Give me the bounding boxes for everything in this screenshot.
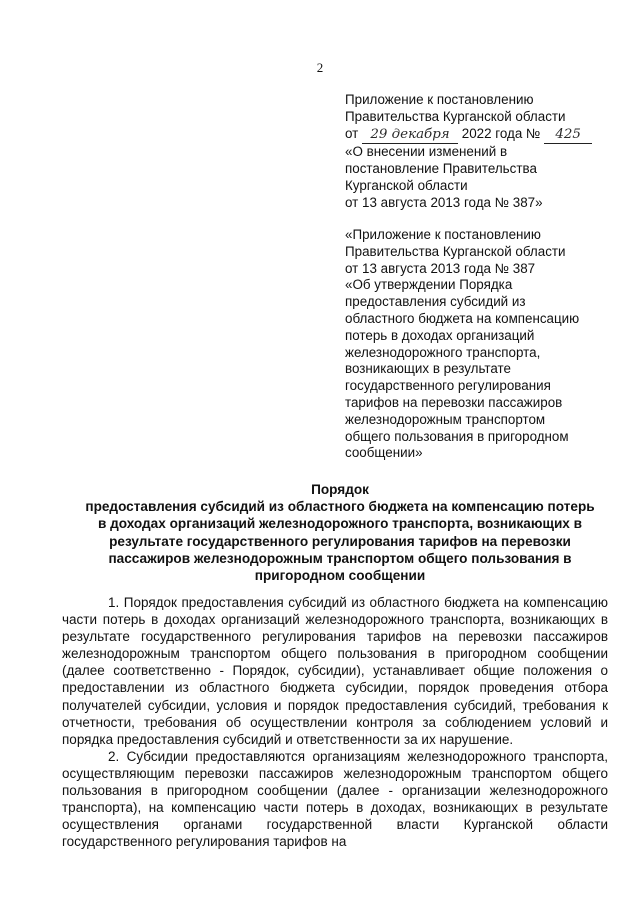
paragraph-2: 2. Субсидии предоставляются организациям железнодорожного транспорта, осуществляющим перевозки пассажиров железнодорожным транспортом общего пользования в пригородном сообщении (далее - организации железнодорожного транспорта), на компенсацию части потерь в доходах, возникающих в результате осуществления органами государственной власти Курганской области государственного регулирования тарифов на — [62, 748, 608, 850]
heading-subtitle-line: результате государственного регулирования тарифов на перевозки — [109, 533, 571, 549]
appendix-line: тарифов на перевозки пассажиров — [345, 394, 563, 410]
heading-subtitle-line: предоставления субсидий из областного бюджета на компенсацию потерь — [85, 499, 595, 515]
appendix-line: Курганской области — [345, 177, 468, 193]
appendix-date-line — [345, 126, 615, 145]
date-year: 2022 года № — [461, 125, 541, 141]
handwritten-date: 29 декабря — [362, 127, 458, 145]
heading-subtitle-line: пассажиров железнодорожным транспортом общего пользования в — [108, 550, 572, 566]
handwritten-number: 425 — [544, 127, 592, 145]
appendix-line: потерь в доходах организаций — [345, 327, 535, 343]
document-body — [62, 594, 608, 850]
paragraph-1: 1. Порядок предоставления субсидий из областного бюджета на компенсацию части потерь в доходах организаций железнодорожного транспорта, возникающих в результате государственного регулирования тарифов на перевозки пассажиров железнодорожным транспортом общего пользования в пригородном сообщении (далее соответственно - Порядок, субсидии), устанавливает общие положения о предоставлении из областного бюджета субсидии, порядок проведения отбора получателей субсидии, условия и порядок предоставления субсидий, требования к отчетности, требования об осуществлении контроля за соблюдением условий и порядка предоставления субсидий и ответственности за их нарушение. — [62, 595, 608, 747]
appendix-line: постановление Правительства — [345, 161, 537, 177]
page-number: 2 — [316, 60, 324, 75]
appendix-line: Правительства Курганской области — [345, 108, 566, 124]
appendix-block — [345, 92, 615, 212]
appendix-line: предоставления субсидий из — [345, 294, 526, 310]
appendix-line: железнодорожным транспортом — [345, 411, 546, 427]
appendix-line: от 13 августа 2013 года № 387» — [345, 194, 543, 210]
heading-subtitle-line: в доходах организаций железнодорожного транспорта, возникающих в — [97, 516, 582, 532]
heading-title: Порядок — [311, 482, 369, 497]
appendix-line: «Приложение к постановлению — [345, 227, 541, 242]
original-appendix-block — [345, 227, 615, 462]
appendix-line: Правительства Курганской области — [345, 243, 566, 259]
appendix-line: «Об утверждении Порядка — [345, 277, 513, 293]
appendix-line: общего пользования в пригородном — [345, 428, 569, 444]
document-heading — [60, 481, 620, 584]
appendix-line: сообщении» — [345, 445, 423, 461]
appendix-line: областного бюджета на компенсацию — [345, 310, 580, 326]
appendix-line: возникающих в результате — [345, 361, 511, 377]
appendix-line: «О внесении изменений в — [345, 144, 508, 160]
appendix-line: железнодорожного транспорта, — [345, 344, 541, 360]
appendix-line: от 13 августа 2013 года № 387 — [345, 260, 536, 276]
heading-subtitle-line: пригородном сообщении — [254, 568, 426, 584]
date-prefix: от — [345, 125, 359, 141]
appendix-line: государственного регулирования — [345, 378, 551, 394]
appendix-line: Приложение к постановлению — [345, 92, 534, 107]
